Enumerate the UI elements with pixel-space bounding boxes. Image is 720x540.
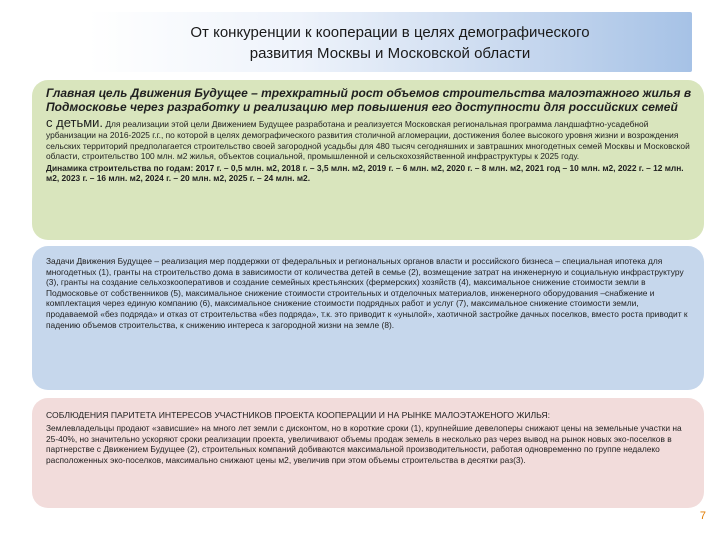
goal-lead-line-2: Подмосковье через разработку и реализацию мер повышения его доступности для российских семей bbox=[46, 100, 678, 114]
page-title bbox=[100, 22, 680, 64]
goal-block bbox=[46, 86, 692, 184]
goal-lead-line-3: с детьми. bbox=[46, 115, 104, 130]
parity-heading: СОБЛЮДЕНИЯ ПАРИТЕТА ИНТЕРЕСОВ УЧАСТНИКОВ ПРОЕКТА КООПЕРАЦИИ И НА РЫНКЕ МАЛОЭТАЖЕНОГО ЖИЛЬЯ: bbox=[46, 410, 550, 420]
goal-dynamics: Динамика строительства по годам: 2017 г. – 0,5 млн. м2, 2018 г. – 3,5 млн. м2, 2019 г. – 6 млн. м2, 2020 г. – 8 млн. м2, 2021 год – 10 млн. м2, 2022 г. – 12 млн. м2, 2023 г. – 16 млн. м2, 2024 г. – 20 млн. м2, 2025 г. – 24 млн. м2. bbox=[46, 162, 684, 184]
title-line-2: развития Москвы и Московской области bbox=[249, 45, 531, 62]
goal-body-wrapper bbox=[46, 116, 692, 184]
page-number: 7 bbox=[699, 510, 706, 522]
parity-body: Землевладельцы продают «зависшие» на много лет земли с дисконтом, но в короткие сроки (1), крупнейшие девелоперы снижают цены на земельные участки на 25-40%, но значительно ускоряют сроки реализации проекта, увеличивают объемы продаж земель в несколько раз через вывод на рынок новых эко-поселков в партнерстве с Движением Будущее (2), строительных компаний добиваются максимальной производительности, работая одновременно по группе недалеко расположенных эко-поселков, максимально снижают цены м2, увеличив при этом объемы строительства в десятки раз(3). bbox=[46, 423, 682, 465]
goal-lead-line-1: Главная цель Движения Будущее – трехкратный рост объемов строительства малоэтажного жилья в bbox=[46, 86, 692, 100]
title-line-1: От конкуренции к кооперации в целях демографического bbox=[190, 24, 590, 41]
parity-block bbox=[46, 410, 692, 465]
goal-body: Для реализации этой цели Движением Будущее разработана и реализуется Московская региональная программа ландшафтно-усадебной урбанизации на 2016-2025 г.г., по которой в целях демографического развития столичной агломерации, достижения более высокого уровня жизни и возрождения сельских территорий предполагается строительство своей загородной усадьбы для 480 тысяч сегодняшних и завтрашних многодетных семей Москвы и Московской области, строительство 100 млн. м2 жилья, объектов социальной, промышленной и сельскохозяйственной инфраструктуры к 2025 году. bbox=[46, 119, 690, 162]
tasks-body: Задачи Движения Будущее – реализация мер поддержки от федеральных и региональных органов власти и российского бизнеса – специальная ипотека для многодетных (1), гранты на строительство дома в зависимости от количества детей в семье (2), возмещение затрат на инженерную и социальную инфраструктуру (3), гранты на создание сельхозкооперативов и создание семейных крестьянских (фермерских) хозяйств (4), максимальное снижение стоимости земли в Подмосковье от собственников (5), максимальное снижение стоимости строительных и отделочных материалов, инженерного оборудования –снабжение и комплектация через единую компанию (6), максимальное снижение стоимости подрядных работ и услуг (7), максимальное снижение стоимости земли, продаваемой «без подряда» и отказ от строительства «без подряда», т.к. это приводит к «унылой», хаотичной застройке дачных поселков, вместо роста приводит к падению объемов строительства, к снижению интереса к загородной жизни на земле (8). bbox=[46, 256, 688, 330]
